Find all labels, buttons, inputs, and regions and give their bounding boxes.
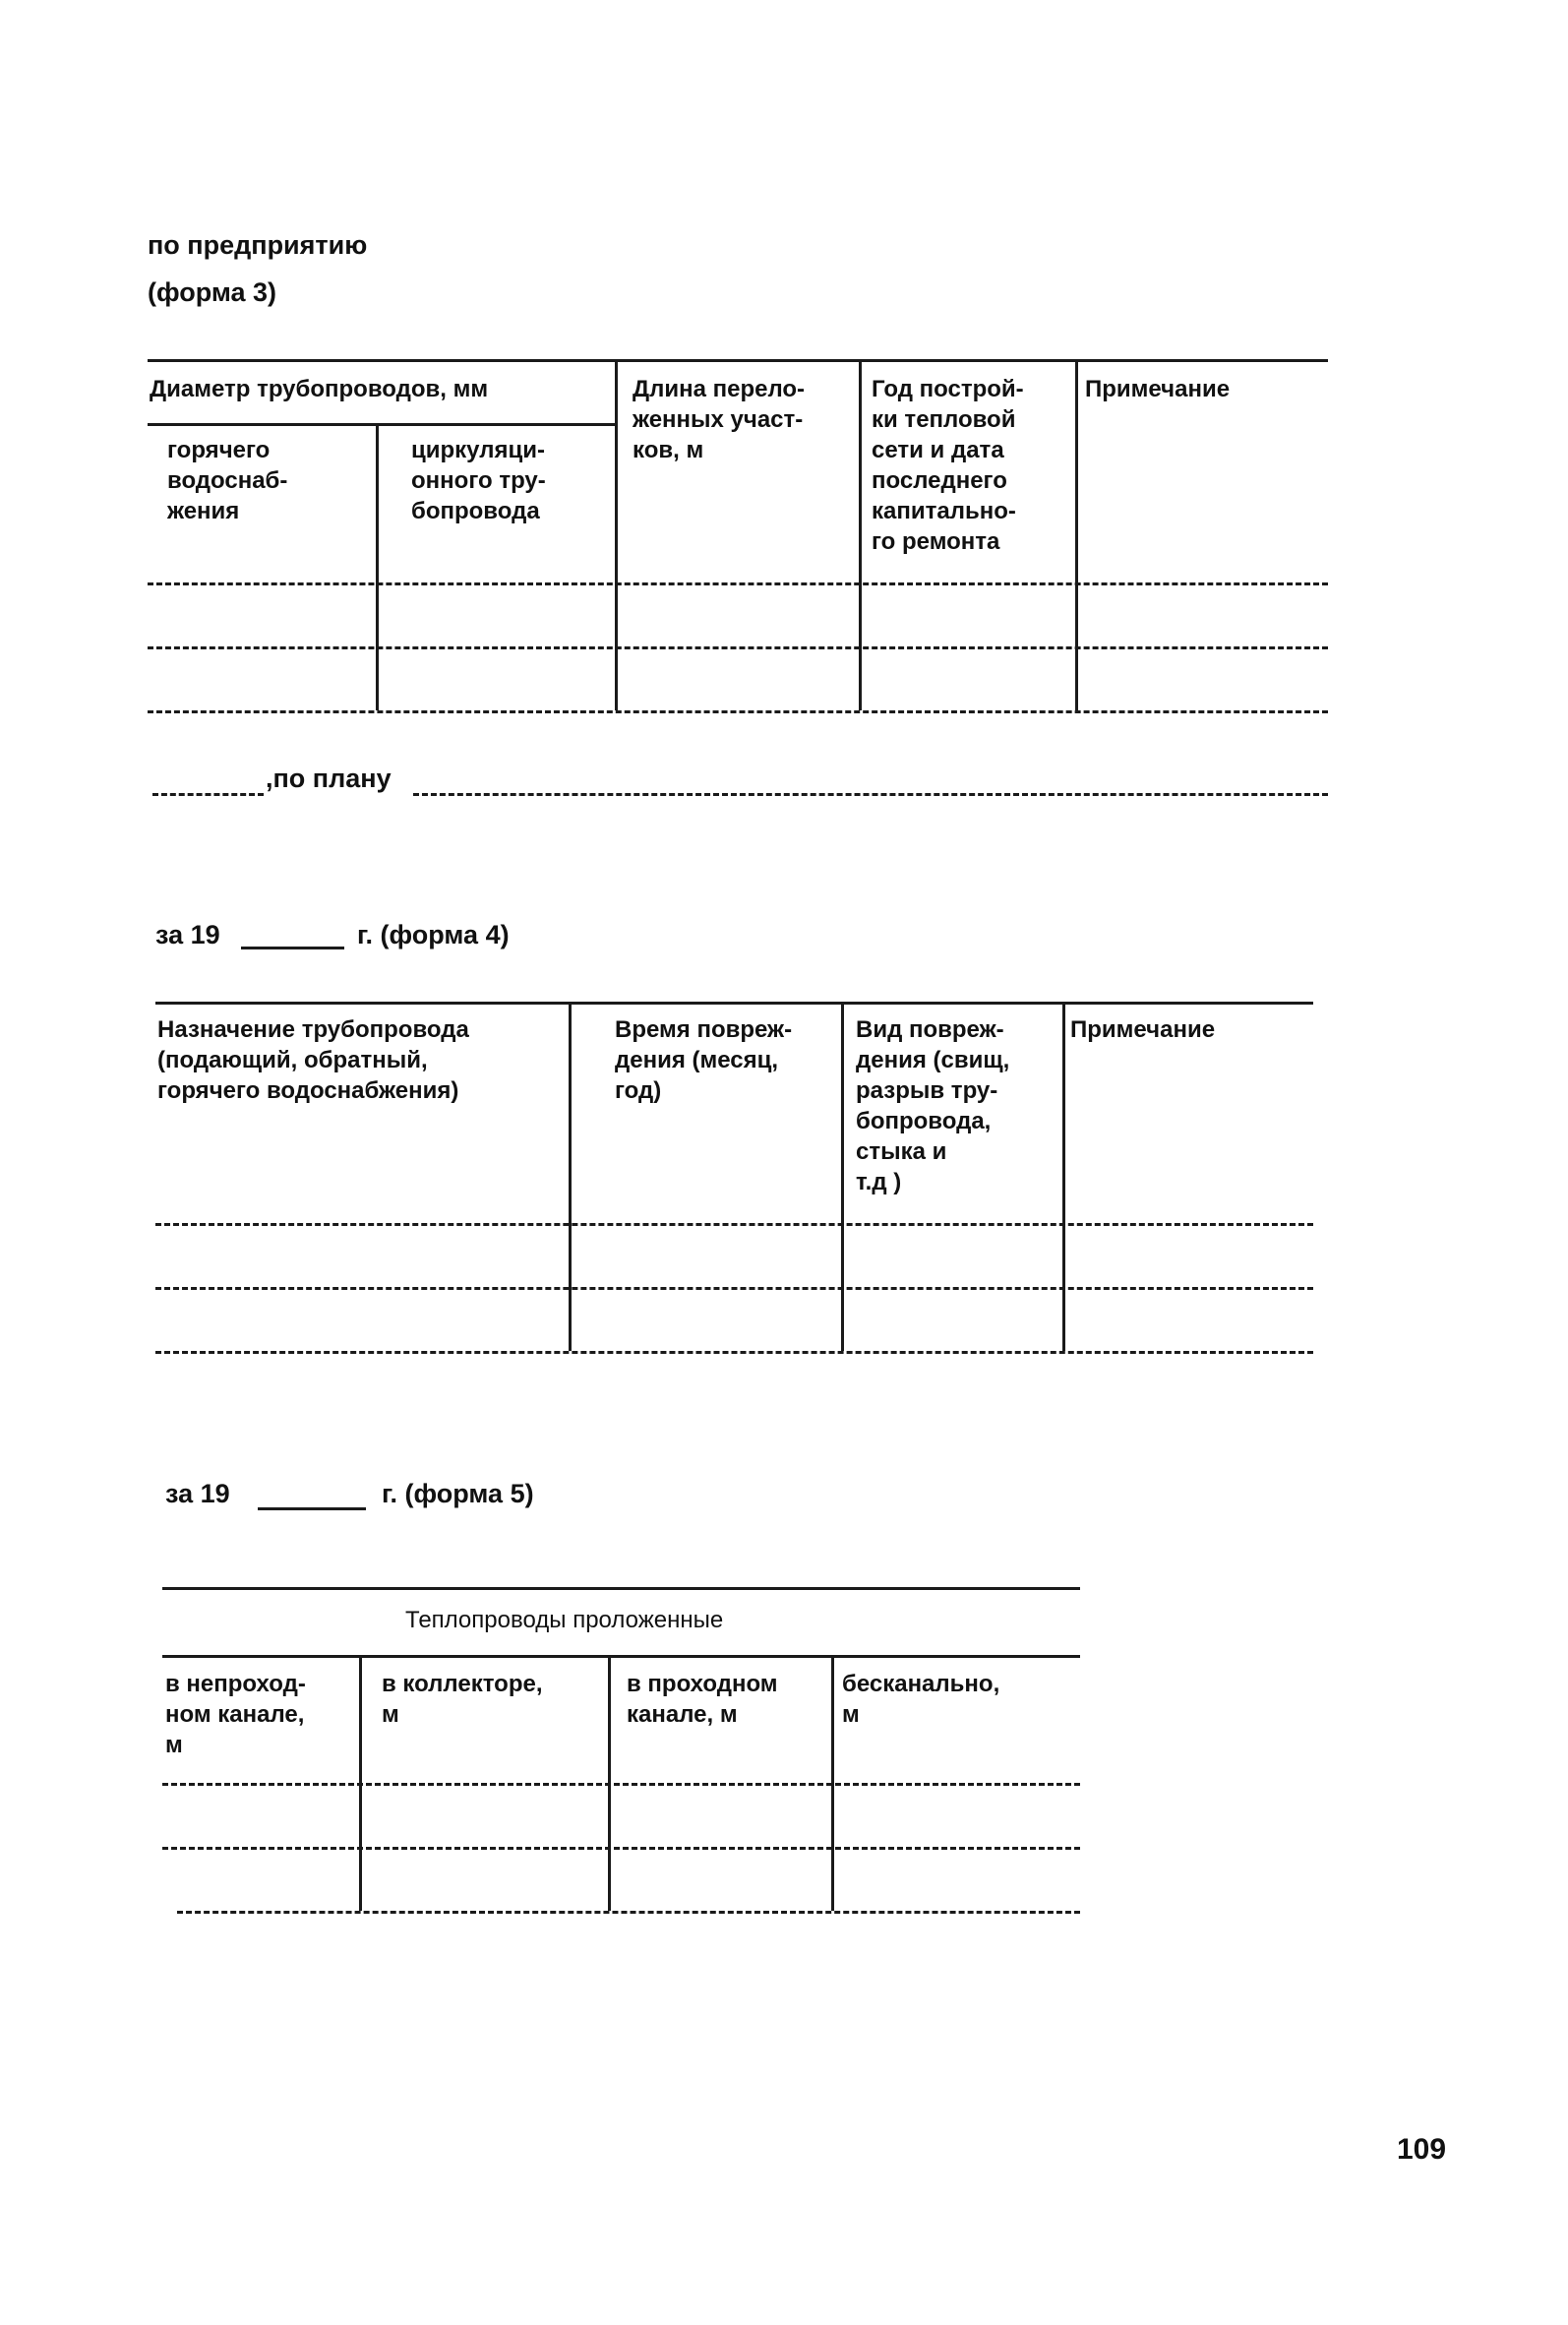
form5-col-group: Теплопроводы проложенные bbox=[405, 1607, 724, 1633]
form4-col-time-line1: Время повреж- bbox=[615, 1016, 793, 1043]
form4-row1-rule bbox=[155, 1287, 1313, 1290]
form3-col-length-line1: Длина перело- bbox=[633, 376, 806, 402]
form5-col-channelless-line1: бесканально, bbox=[842, 1671, 1000, 1697]
form3-col-diameter: Диаметр трубопроводов, мм bbox=[150, 376, 489, 402]
form4-col-note: Примечание bbox=[1070, 1016, 1216, 1043]
form3-col-circ-line3: бопровода bbox=[411, 498, 540, 524]
form3-col-year-line3: сети и дата bbox=[872, 437, 1004, 463]
form4-col-type-line5: стыка и bbox=[856, 1138, 947, 1165]
form3-top-rule bbox=[148, 359, 1328, 362]
form3-col-year-line4: последнего bbox=[872, 467, 1007, 494]
form4-col-time-line3: год) bbox=[615, 1077, 662, 1104]
form4-heading-prefix: за 19 bbox=[155, 920, 220, 949]
form5-col-collector bbox=[382, 1669, 543, 1730]
form3-col-note: Примечание bbox=[1085, 376, 1231, 402]
form5-col-channelless bbox=[842, 1669, 999, 1730]
form4-vrule-2 bbox=[841, 1002, 844, 1351]
form5-col-nonpass-line1: в непроход- bbox=[165, 1671, 306, 1697]
form5-col-pass-line1: в проходном bbox=[627, 1671, 778, 1697]
form4-col-type-line1: Вид повреж- bbox=[856, 1016, 1004, 1043]
form3-col-circulation bbox=[411, 435, 546, 526]
form3-col-year bbox=[872, 374, 1024, 557]
form3-col-year-line1: Год построй- bbox=[872, 376, 1024, 402]
form5-col-collector-line2: м bbox=[382, 1701, 399, 1728]
form4-col-purpose-line1: Назначение трубопровода bbox=[157, 1016, 469, 1043]
form3-plan-label: ,по плану bbox=[266, 764, 392, 793]
form5-year-blank bbox=[258, 1507, 366, 1510]
form3-col-hot-water-line2: водоснаб- bbox=[167, 467, 288, 494]
form4-vrule-1 bbox=[569, 1002, 572, 1351]
form3-col-length-line2: женных участ- bbox=[633, 406, 804, 433]
page-number: 109 bbox=[1397, 2133, 1447, 2166]
form3-plan-blank-right bbox=[413, 793, 1328, 796]
form5-vrule-3 bbox=[831, 1655, 834, 1911]
form3-col-hot-water bbox=[167, 435, 287, 526]
form3-plan-blank-left bbox=[152, 793, 264, 796]
form5-col-pass bbox=[627, 1669, 778, 1730]
form4-col-purpose-line2: (подающий, обратный, bbox=[157, 1047, 428, 1073]
form4-col-type-line3: разрыв тру- bbox=[856, 1077, 998, 1104]
form4-col-purpose bbox=[157, 1014, 469, 1106]
form3-col-length-line3: ков, м bbox=[633, 437, 704, 463]
form5-top-rule bbox=[162, 1587, 1080, 1590]
form3-diameter-subrule bbox=[148, 423, 615, 426]
form5-vrule-2 bbox=[608, 1655, 611, 1911]
form4-vrule-3 bbox=[1062, 1002, 1065, 1351]
form4-col-time-line2: дения (месяц, bbox=[615, 1047, 779, 1073]
form4-col-time bbox=[615, 1014, 792, 1106]
form3-row1-rule bbox=[148, 646, 1328, 649]
form5-col-collector-line1: в коллекторе, bbox=[382, 1671, 543, 1697]
form3-col-hot-water-line1: горячего bbox=[167, 437, 271, 463]
form3-header-bottom-rule bbox=[148, 582, 1328, 585]
form5-row2-rule bbox=[177, 1911, 1080, 1914]
form3-col-hot-water-line3: жения bbox=[167, 498, 240, 524]
form3-col-year-line6: го ремонта bbox=[872, 528, 1000, 555]
form5-col-nonpass-line2: ном канале, bbox=[165, 1701, 305, 1728]
form4-row2-rule bbox=[155, 1351, 1313, 1354]
form5-col-nonpass bbox=[165, 1669, 306, 1760]
form5-col-nonpass-line3: м bbox=[165, 1732, 183, 1758]
form3-col-circ-line1: циркуляци- bbox=[411, 437, 545, 463]
form5-group-rule bbox=[162, 1655, 1080, 1658]
form4-col-type-line6: т.д ) bbox=[856, 1169, 902, 1195]
form5-row1-rule bbox=[162, 1847, 1080, 1850]
form4-col-type bbox=[856, 1014, 1009, 1197]
form3-col-year-line5: капитально- bbox=[872, 498, 1016, 524]
form3-heading-line1: по предприятию bbox=[148, 230, 368, 260]
form5-col-channelless-line2: м bbox=[842, 1701, 860, 1728]
form3-col-year-line2: ки тепловой bbox=[872, 406, 1016, 433]
form3-row2-rule bbox=[148, 710, 1328, 713]
form3-heading bbox=[148, 228, 367, 309]
form3-col-circ-line2: онного тру- bbox=[411, 467, 546, 494]
form3-vrule-1 bbox=[376, 423, 379, 710]
form4-top-rule bbox=[155, 1002, 1313, 1005]
form4-header-bottom-rule bbox=[155, 1223, 1313, 1226]
form3-vrule-3 bbox=[859, 359, 862, 710]
form5-vrule-1 bbox=[359, 1655, 362, 1911]
form3-vrule-2 bbox=[615, 359, 618, 710]
form4-col-type-line4: бопровода, bbox=[856, 1108, 992, 1134]
form5-heading-suffix: г. (форма 5) bbox=[382, 1479, 534, 1508]
form4-year-blank bbox=[241, 947, 344, 949]
form3-vrule-4 bbox=[1075, 359, 1078, 710]
form3-heading-line2: (форма 3) bbox=[148, 277, 277, 307]
form5-header-bottom-rule bbox=[162, 1783, 1080, 1786]
form4-col-type-line2: дения (свищ, bbox=[856, 1047, 1010, 1073]
form5-col-pass-line2: канале, м bbox=[627, 1701, 738, 1728]
form4-col-purpose-line3: горячего водоснабжения) bbox=[157, 1077, 459, 1104]
form3-col-length bbox=[633, 374, 805, 465]
form4-heading-suffix: г. (форма 4) bbox=[357, 920, 510, 949]
form5-heading-prefix: за 19 bbox=[165, 1479, 230, 1508]
